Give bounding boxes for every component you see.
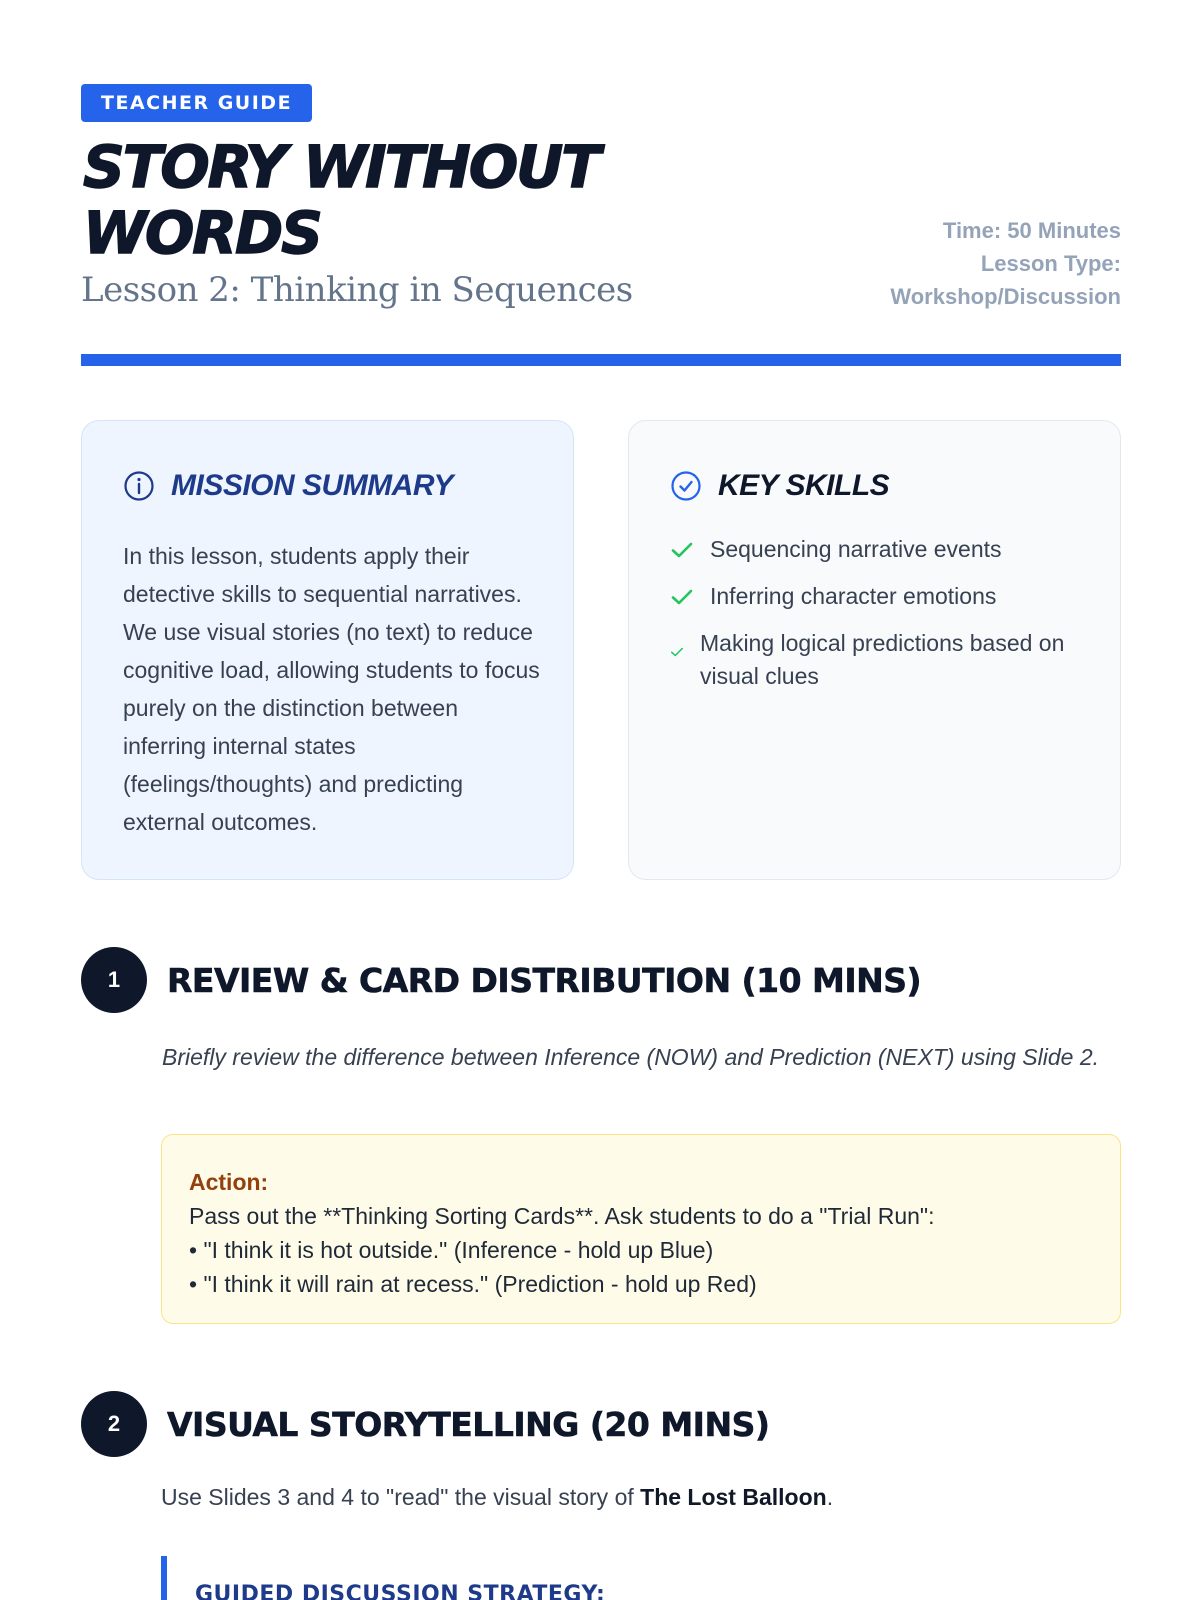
action-instruction: Pass out the **Thinking Sorting Cards**. Ask students to do a "Trial Run": bbox=[189, 1203, 935, 1229]
step-title: REVIEW & CARD DISTRIBUTION (10 MINS) bbox=[167, 960, 922, 1000]
key-skills-card bbox=[628, 420, 1121, 880]
info-circle-icon bbox=[123, 470, 155, 502]
step-1-note: Briefly review the difference between Inference (NOW) and Prediction (NEXT) using Slide 2. bbox=[162, 1044, 1100, 1070]
guided-discussion-label: GUIDED DISCUSSION STRATEGY: bbox=[195, 1582, 606, 1600]
check-icon bbox=[670, 645, 684, 659]
step-1-heading bbox=[81, 947, 921, 1013]
intro-end: . bbox=[826, 1484, 834, 1510]
page-title: STORY WITHOUT WORDS bbox=[83, 133, 599, 267]
lesson-subtitle: Lesson 2: Thinking in Sequences bbox=[81, 270, 633, 310]
step-2-heading bbox=[81, 1391, 769, 1457]
check-circle-icon bbox=[670, 470, 702, 502]
step-2-intro bbox=[161, 1484, 833, 1511]
key-skills-list bbox=[670, 533, 1090, 707]
intro-text: Use Slides 3 and 4 to "read" the visual story of bbox=[161, 1484, 641, 1510]
teacher-guide-badge: TEACHER GUIDE bbox=[81, 84, 312, 122]
skill-item bbox=[670, 533, 1090, 566]
meta-time: Time: 50 Minutes bbox=[942, 218, 1121, 243]
action-bullet: • "I think it will rain at recess." (Prediction - hold up Red) bbox=[189, 1271, 757, 1297]
header-divider bbox=[81, 354, 1121, 366]
step-number-badge: 2 bbox=[81, 1391, 147, 1457]
action-callout bbox=[161, 1134, 1121, 1324]
skill-label: Sequencing narrative events bbox=[710, 536, 1002, 562]
step-title: VISUAL STORYTELLING (20 MINS) bbox=[167, 1404, 770, 1444]
mission-summary-title: MISSION SUMMARY bbox=[171, 469, 453, 502]
action-label: Action: bbox=[189, 1169, 269, 1195]
guided-discussion-callout bbox=[161, 1556, 1121, 1600]
lesson-meta bbox=[801, 214, 1121, 313]
meta-type-value: Workshop/Discussion bbox=[890, 284, 1121, 309]
meta-type-label: Lesson Type: bbox=[980, 251, 1121, 276]
key-skills-header bbox=[670, 469, 889, 503]
mission-summary-text: In this lesson, students apply their detective skills to sequential narratives. We use visual stories (no text) to reduce cognitive load, allowing students to focus purely on the distinction between inferring internal states (feelings/thoughts) and predicting external outcomes. bbox=[123, 543, 540, 835]
mission-summary-card bbox=[81, 420, 574, 880]
key-skills-title: KEY SKILLS bbox=[718, 469, 890, 502]
mission-summary-header bbox=[123, 469, 453, 503]
skill-label: Making logical predictions based on visual clues bbox=[700, 630, 1065, 689]
check-icon bbox=[670, 538, 694, 562]
skill-label: Inferring character emotions bbox=[710, 583, 997, 609]
skill-item bbox=[670, 580, 1090, 613]
step-number-badge: 1 bbox=[81, 947, 147, 1013]
check-icon bbox=[670, 585, 694, 609]
skill-item bbox=[670, 627, 1090, 693]
action-bullet: • "I think it is hot outside." (Inference - hold up Blue) bbox=[189, 1237, 714, 1263]
story-title: The Lost Balloon bbox=[640, 1484, 827, 1510]
